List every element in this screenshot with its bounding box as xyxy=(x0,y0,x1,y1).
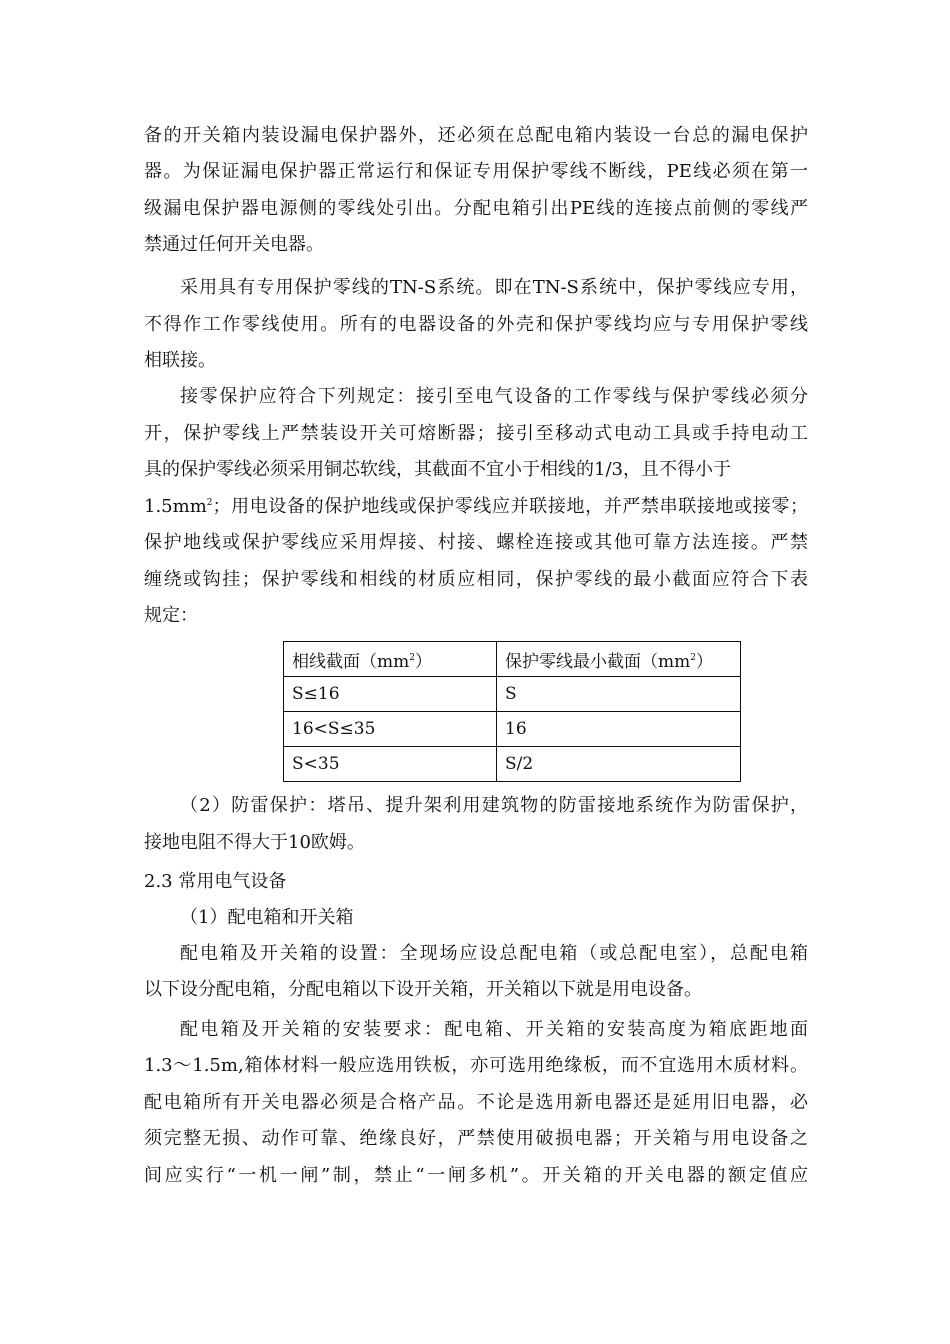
table-cell: S<35 xyxy=(284,747,497,782)
paragraph-line: （2）防雷保护：塔吊、提升架利用建筑物的防雷接地系统作为防雷保护， xyxy=(180,795,808,816)
paragraph-line: 不得作工作零线使用。所有的电器设备的外壳和保护零线均应与专用保护零线 xyxy=(144,314,808,335)
paragraph-line-with-area xyxy=(144,495,808,519)
paragraph-line: 1.3～1.5m,箱体材料一般应选用铁板，亦可选用绝缘板，而不宜选用木质材料。 xyxy=(144,1055,808,1076)
paragraph-line: 配电箱及开关箱的安装要求：配电箱、开关箱的安装高度为箱底距地面 xyxy=(180,1019,808,1040)
paragraph-line: 保护地线或保护零线应采用焊接、村接、螺栓连接或其他可靠方法连接。严禁 xyxy=(144,532,808,553)
paragraph-line: 以下设分配电箱，分配电箱以下设开关箱，开关箱以下就是用电设备。 xyxy=(144,979,702,1000)
cross-section-table xyxy=(283,641,741,782)
table-header-cell: 相线截面$(mm^2)$ xyxy=(284,642,497,677)
paragraph-line: 规定： xyxy=(144,605,198,626)
paragraph-line: 具的保护零线必须采用铜芯软线，其截面不宜小于相线的1/3，且不得小于 xyxy=(144,459,731,480)
paragraph-line: 采用具有专用保护零线的TN-S系统。即在TN-S系统中，保护零线应专用， xyxy=(180,277,808,298)
area-rest: 用电设备的保护地线或保护零线应并联接地，并严禁串联接地或接零； xyxy=(230,496,808,517)
section-heading: 2.3 常用电气设备 xyxy=(144,871,287,892)
paragraph-line: 相联接。 xyxy=(144,350,216,371)
paragraph-line: 备的开关箱内装设漏电保护器外，还必须在总配电箱内装设一台总的漏电保护 xyxy=(144,125,808,146)
paragraph-line: 开，保护零线上严禁装设开关可熔断器；接引至移动式电动工具或手持电动工 xyxy=(144,423,808,444)
table-row xyxy=(284,677,741,712)
table-cell: S/2 xyxy=(497,747,741,782)
paragraph-line: 接零保护应符合下列规定：接引至电气设备的工作零线与保护零线必须分 xyxy=(180,386,808,407)
table-cell: 16<S≤35 xyxy=(284,712,497,747)
paragraph-line: 配电箱及开关箱的设置：全现场应设总配电箱（或总配电室），总配电箱 xyxy=(180,943,808,964)
table-cell: 16 xyxy=(497,712,741,747)
table-header-cell: 保护零线最小截面$(mm^2)$ xyxy=(497,642,741,677)
subsection-heading: （1）配电箱和开关箱 xyxy=(180,907,354,928)
table-cell: S≤16 xyxy=(284,677,497,712)
area-separator: ； xyxy=(212,496,231,517)
table-cell: S xyxy=(497,677,741,712)
paragraph-line: 间应实行“一机一闸”制，禁止“一闸多机”。开关箱的开关电器的额定值应 xyxy=(144,1165,808,1186)
area-value: 1.5mm xyxy=(144,496,207,517)
paragraph-line: 配电箱所有开关电器必须是合格产品。不论是选用新电器还是延用旧电器，必 xyxy=(144,1092,808,1113)
area-superscript: 2 xyxy=(206,498,213,508)
paragraph-line: 接地电阻不得大于10欧姆。 xyxy=(144,832,365,853)
table-row xyxy=(284,747,741,782)
paragraph-line: 须完整无损、动作可靠、绝缘良好，严禁使用破损电器；开关箱与用电设备之 xyxy=(144,1128,808,1149)
paragraph-line: 器。为保证漏电保护器正常运行和保证专用保护零线不断线，PE线必须在第一 xyxy=(144,161,808,182)
paragraph-line: 级漏电保护器电源侧的零线处引出。分配电箱引出PE线的连接点前侧的零线严 xyxy=(144,198,808,219)
paragraph-line: 禁通过任何开关电器。 xyxy=(144,234,324,255)
table-header-row xyxy=(284,642,741,677)
table-row xyxy=(284,712,741,747)
paragraph-line: 缠绕或钩挂；保护零线和相线的材质应相同，保护零线的最小截面应符合下表 xyxy=(144,569,808,590)
